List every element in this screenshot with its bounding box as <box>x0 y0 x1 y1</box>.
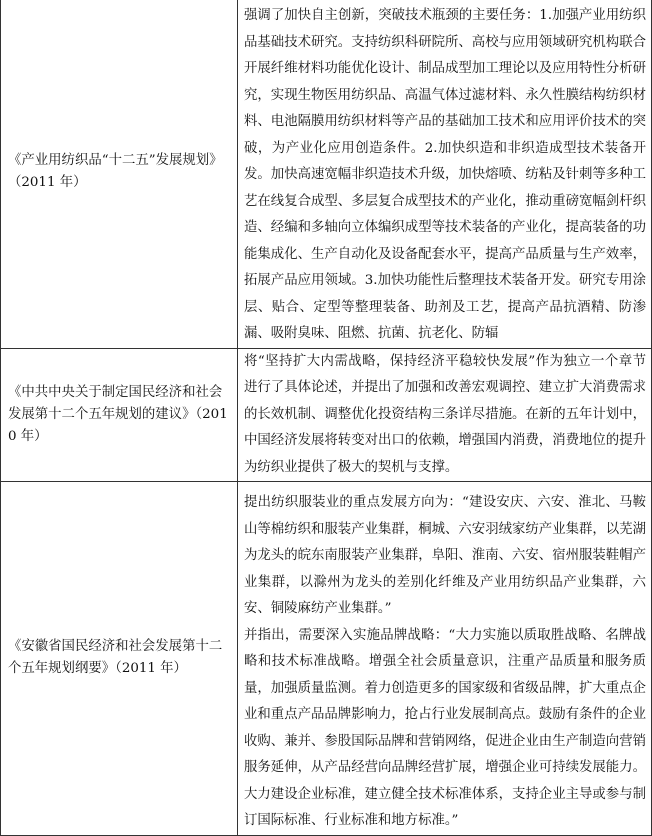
policy-content-continued: 并指出，需要深入实施品牌战略：“大力实施以质取胜战略、名牌战略和技术标准战略。增强全社会质量意识，注重产品质量和服务质量，加强质量监测。着力创造更多的国家级和省级品牌，扩大重点企业和重点产品品牌影响力，抢占行业发展制高点。鼓励有条件的企业收购、兼并、参股国际品牌和营销网络，促进企业由生产制造向营销服务延伸，从产品经营向品牌经营扩展，增强企业可持续发展能力。大力建设企业标准，建立健全技术标准体系，支持企业主导或参与制订国际标准、行业标准和地方标准。” <box>244 627 646 828</box>
policy-content-cell <box>238 0 652 348</box>
policy-source-cell <box>1 0 238 348</box>
policy-source: 《安徽省国民经济和社会发展第十二个五年规划纲要》（2011 年） <box>8 639 223 677</box>
policy-content-cell <box>238 482 652 836</box>
table-row <box>1 482 652 836</box>
policy-source: 《产业用纺织品“十二五”发展规划》（2011 年） <box>8 153 223 191</box>
policy-source-cell <box>1 482 238 836</box>
policy-content: 提出纺织服装业的重点发展方向为：“建设安庆、六安、淮北、马鞍山等棉纺织和服装产业集群，桐城、六安羽绒家纺产业集群，以芜湖为龙头的皖东南服装产业集群，阜阳、淮南、六安、宿州服装鞋帽产业集群，以滁州为龙头的差别化纤维及产业用纺织品产业集群，六安、铜陵麻纺产业集群。” <box>244 495 646 616</box>
policy-content: 将“坚持扩大内需战略，保持经济平稳较快发展”作为独立一个章节进行了具体论述，并提出了加强和改善宏观调控、建立扩大消费需求的长效机制、调整优化投资结构三条详尽措施。在新的五年计划中，中国经济发展将转变对出口的依赖，增强国内消费，消费地位的提升为纺织业提供了极大的契机与支撑。 <box>244 353 646 475</box>
policy-content-cell <box>238 348 652 482</box>
policy-content: 强调了加快自主创新，突破技术瓶颈的主要任务：1.加强产业用纺织品基础技术研究。支持纺织科研院所、高校与应用领域研究机构联合开展纤维材料功能优化设计、制品成型加工理论以及应用特性分析研究，实现生物医用纺织品、高温气体过滤材料、永久性膜结构纺织材料、电池隔膜用纺织材料等产品的基础加工技术和应用评价技术的突破，为产业化应用创造条件。2.加快织造和非织造成型技术装备开发。加快高速宽幅非织造技术升级，加快熔喷、纺粘及针刺等多种工艺在线复合成型、多层复合成型技术的产业化，推动重磅宽幅剑杆织造、经编和多轴向立体编织成型等技术装备的产业化，提高装备的功能集成化、生产自动化及设备配套水平，提高产品质量与生产效率，拓展产品应用领域。3.加快功能性后整理技术装备开发。研究专用涂层、贴合、定型等整理装备、助剂及工艺，提高产品抗酒精、防渗漏、吸附臭味、阻燃、抗菌、抗老化、防辐 <box>244 8 646 341</box>
policy-source: 《中共中央关于制定国民经济和社会发展第十二个五年规划的建议》（2010 年） <box>8 384 228 444</box>
table-row <box>1 0 652 348</box>
table-row <box>1 348 652 482</box>
policy-source-cell <box>1 348 238 482</box>
